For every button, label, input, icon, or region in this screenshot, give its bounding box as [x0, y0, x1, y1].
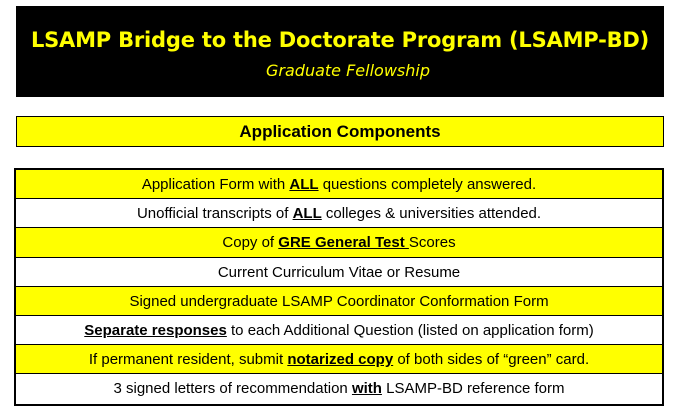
program-subtitle: Graduate Fellowship	[266, 61, 430, 80]
requirement-text: Application Form with	[141, 176, 290, 193]
program-title: LSAMP Bridge to the Doctorate Program (LSAMP-BD)	[30, 28, 650, 52]
program-header	[16, 6, 664, 97]
requirement-emphasis: with	[351, 380, 382, 398]
requirement-row-coordinator-form	[16, 287, 662, 316]
requirement-text: questions completely answered.	[318, 176, 537, 193]
requirements-table	[14, 168, 664, 406]
requirement-emphasis: Separate responses	[84, 321, 227, 339]
requirement-emphasis: ALL	[292, 205, 322, 223]
requirement-row-recommendation-letters	[16, 374, 662, 403]
requirement-text: LSAMP-BD reference form	[381, 380, 565, 398]
requirement-text: Current Curriculum Vitae or Resume	[217, 263, 461, 281]
requirement-emphasis: notarized copy	[287, 351, 394, 369]
requirement-row-additional-questions	[16, 316, 662, 345]
requirement-row-transcripts	[16, 199, 662, 228]
requirement-text: 3 signed letters of recommendation	[113, 380, 352, 398]
requirement-text: to each Additional Question (listed on application form)	[226, 321, 594, 339]
requirement-emphasis: ALL	[289, 176, 319, 193]
requirement-text: Unofficial transcripts of	[136, 205, 293, 223]
requirement-row-application-form	[16, 170, 662, 199]
requirement-text: Copy of	[222, 234, 279, 252]
requirement-text: Scores	[408, 234, 456, 252]
requirement-text: Signed undergraduate LSAMP Coordinator Conformation Form	[129, 292, 549, 310]
requirement-row-cv	[16, 258, 662, 287]
requirement-row-gre-scores	[16, 228, 662, 257]
components-heading: Application Components	[16, 116, 664, 147]
requirement-row-green-card	[16, 345, 662, 374]
requirement-text: If permanent resident, submit	[88, 351, 288, 369]
requirement-text: of both sides of “green” card.	[393, 351, 590, 369]
requirement-text: colleges & universities attended.	[321, 205, 542, 223]
requirement-emphasis: GRE General Test	[278, 234, 409, 252]
